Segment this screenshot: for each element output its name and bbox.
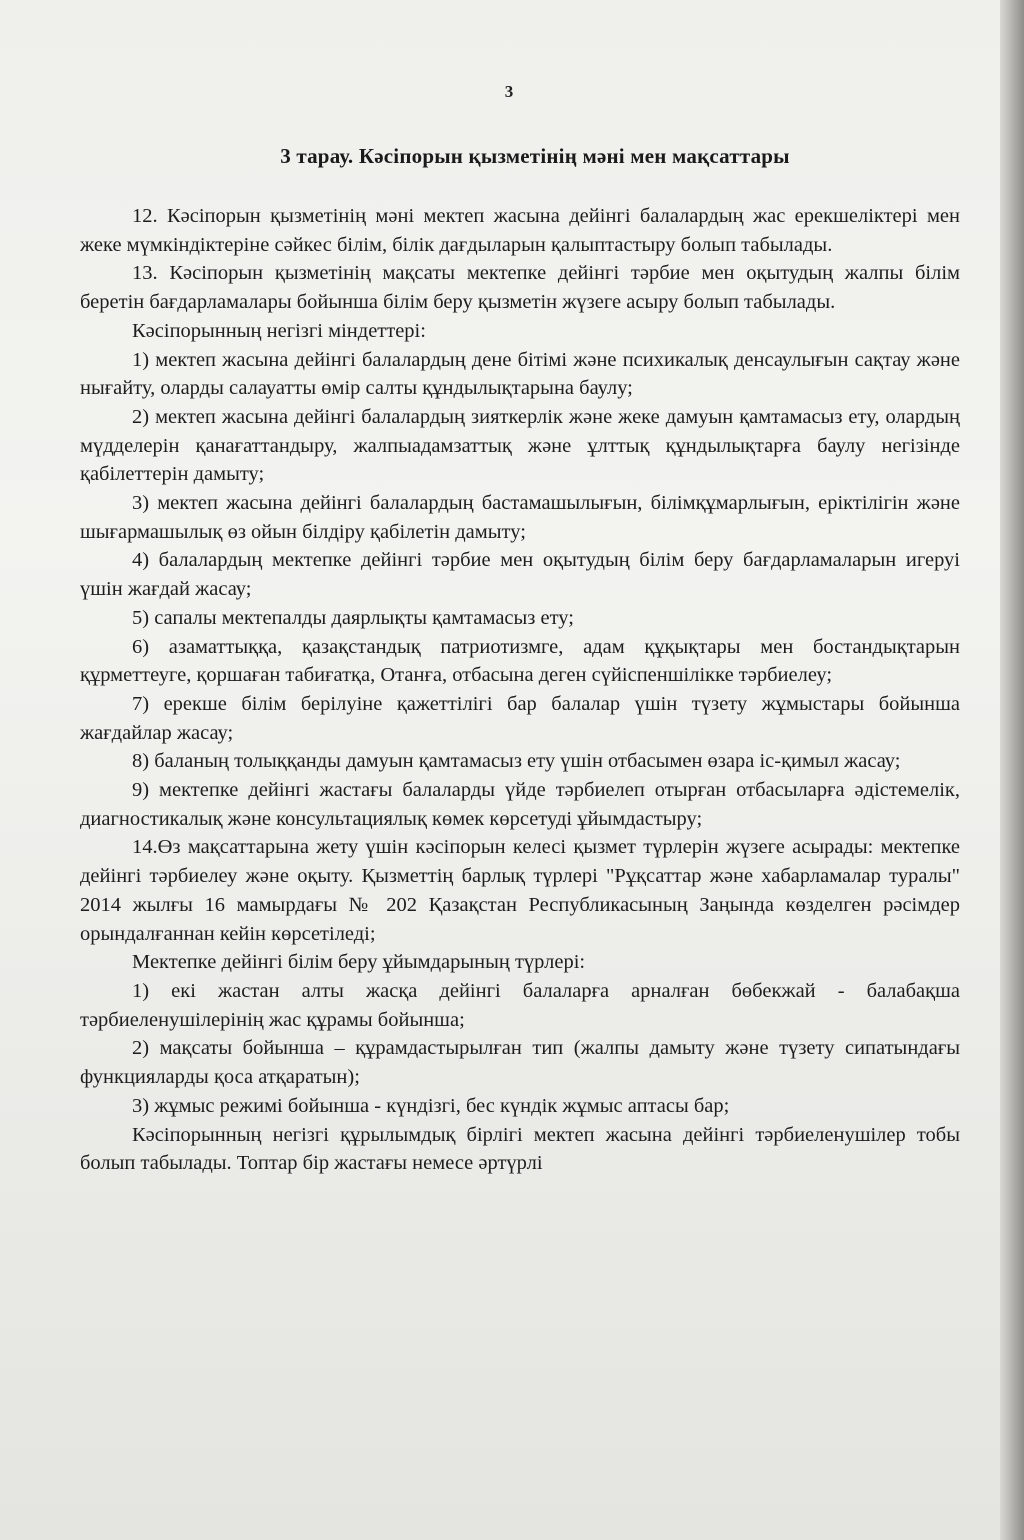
paragraph-12: 12. Кәсіпорын қызметінің мәні мектеп жасына дейінгі балалардың жас ерекшеліктері мен жеке мүмкіндіктеріне сәйкес білім, білік дағдыларын қалыптастыру болып табылады. (80, 205, 960, 256)
org-types-heading: Мектепке дейінгі білім беру ұйымдарының түрлері: (132, 951, 586, 974)
task-item: 7) ерекше білім берілуіне қажеттілігі бар балалар үшін түзету жұмыстары бойынша жағдайлар жасау; (80, 692, 960, 744)
task-item: 5) сапалы мектепалды даярлықты қамтамасыз ету; (132, 606, 574, 629)
tasks-heading: Кәсіпорынның негізгі міндеттері: (132, 319, 426, 342)
paragraph-13: 13. Кәсіпорын қызметінің мақсаты мектепке дейінгі тәрбие мен оқытудың жалпы білім беретін бағдарламалары бойынша білім беру қызметін жүзеге асыру болып табылады. (80, 262, 960, 314)
task-item: 2) мектеп жасына дейінгі балалардың зияткерлік және жеке дамуын қамтамасыз ету, олардың мүдделерін қанағаттандыру, жалпыадамзаттық және ұлттық құндылықтарға баулу негізінде қабілеттерін дамыту; (80, 405, 960, 486)
section-title: 3 тарау. Кәсіпорын қызметінің мәні мен мақсаттары (280, 144, 790, 168)
task-item: 8) баланың толыққанды дамуын қамтамасыз ету үшін отбасымен өзара іс-қимыл жасау; (132, 750, 901, 773)
body-text (80, 202, 960, 1178)
page-edge-shadow (1000, 0, 1024, 1540)
task-item: 9) мектепке дейінгі жастағы балаларды үйде тәрбиелеп отырған отбасыларға әдістемелік, диагностикалық және консультациялық көмек көрсетуді ұйымдастыру; (80, 779, 960, 830)
task-item: 6) азаматтыққа, қазақстандық патриотизмге, адам құқықтары мен бостандықтарын құрметтеуге, қоршаған табиғатқа, Отанға, отбасына деген сүйіспеншілікке тәрбиелеу; (80, 635, 960, 687)
paragraph-14: 14.Өз мақсаттарына жету үшін кәсіпорын келесі қызмет түрлерін жүзеге асырады: мектепке дейінгі тәрбиелеу және оқыту. Қызметтің барлық түрлері "Рұқсаттар және хабарламалар туралы" 2014 жылғы 16 мамырдағы № 202 Қазақстан Республикасының Заңында көзделген рәсімдер орындалғаннан кейін көрсетіледі; (80, 836, 960, 945)
org-type-item: 1) екі жастан алты жасқа дейінгі балаларға арналған бөбекжай - балабақша тәрбиеленушілерінің жас құрамы бойынша; (80, 979, 960, 1031)
page-number: 3 (504, 82, 514, 101)
structural-unit-paragraph: Кәсіпорынның негізгі құрылымдық бірлігі мектеп жасына дейінгі тәрбиеленушілер тобы болып табылады. Топтар бір жастағы немесе әртүрлі (80, 1123, 960, 1175)
org-type-item: 2) мақсаты бойынша – құрамдастырылған тип (жалпы дамыту және түзету сипатындағы функцияларды қоса атқаратын); (80, 1037, 960, 1089)
org-type-item: 3) жұмыс режимі бойынша - күндізгі, бес күндік жұмыс аптасы бар; (132, 1094, 730, 1117)
task-item: 1) мектеп жасына дейінгі балалардың дене бітімі және психикалық денсаулығын сақтау және нығайту, оларды салауатты өмір салты құндылықтарына баулу; (80, 348, 960, 400)
task-item: 4) балалардың мектепке дейінгі тәрбие мен оқытудың білім беру бағдарламаларын игеруі үшін жағдай жасау; (80, 549, 960, 601)
task-item: 3) мектеп жасына дейінгі балалардың бастамашылығын, білімқұмарлығын, еріктілігін және шығармашылық өз ойын білдіру қабілетін дамыту; (80, 492, 960, 543)
